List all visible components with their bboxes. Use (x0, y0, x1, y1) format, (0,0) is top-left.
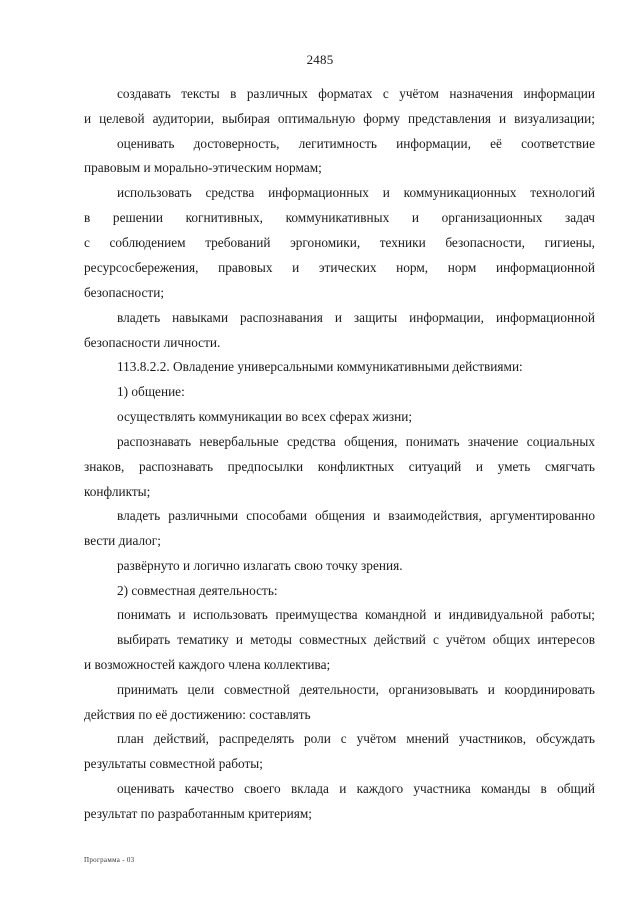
text-line: владеть различными способами общения и взаимодействия, аргументированно (117, 508, 595, 523)
text-line: понимать и использовать преимущества командной и индивидуальной работы; (117, 607, 595, 622)
text-line: владеть навыками распознавания и защиты информации, информационной (117, 310, 595, 325)
text-line: и целевой аудитории, выбирая оптимальную форму представления и визуализации; (84, 111, 595, 126)
text-line: безопасности личности. (84, 335, 221, 350)
text-line: создавать тексты в различных форматах с учётом назначения информации (117, 86, 595, 101)
text-line: план действий, распределять роли с учётом мнений участников, обсуждать (117, 731, 595, 746)
text-line: использовать средства информационных и коммуникационных технологий (117, 185, 595, 200)
text-line: осуществлять коммуникации во всех сферах жизни; (117, 409, 413, 424)
section-heading: 113.8.2.2. Овладение универсальными коммуникативными действиями: (117, 359, 523, 374)
text-line: правовым и морально-этическим нормам; (84, 160, 322, 175)
text-line: результат по разработанным критериям; (84, 806, 312, 821)
text-line: вести диалог; (84, 533, 161, 548)
text-line: и возможностей каждого члена коллектива; (84, 657, 331, 672)
text-line: результаты совместной работы; (84, 756, 263, 771)
text-line: действия по её достижению: составлять (84, 707, 311, 722)
text-line: распознавать невербальные средства общения, понимать значение социальных (117, 434, 595, 449)
text-line: выбирать тематику и методы совместных действий с учётом общих интересов (117, 632, 595, 647)
text-line: безопасности; (84, 285, 165, 300)
text-line: развёрнуто и логично излагать свою точку зрения. (117, 558, 403, 573)
text-line: знаков, распознавать предпосылки конфликтных ситуаций и уметь смягчать (84, 459, 595, 474)
page-number: 2485 (306, 52, 334, 67)
text-line: оценивать качество своего вклада и каждого участника команды в общий (117, 781, 595, 796)
subsection-heading: 2) совместная деятельность: (117, 583, 278, 598)
page-footer: Программа - 03 (84, 856, 135, 864)
text-line: с соблюдением требований эргономики, техники безопасности, гигиены, (84, 235, 595, 250)
subsection-heading: 1) общение: (117, 384, 185, 399)
text-line: оценивать достоверность, легитимность информации, её соответствие (117, 136, 595, 151)
text-line: в решении когнитивных, коммуникативных и организационных задач (84, 210, 595, 225)
text-line: ресурсосбережения, правовых и этических норм, норм информационной (84, 260, 595, 275)
text-line: конфликты; (84, 484, 151, 499)
text-line: принимать цели совместной деятельности, организовывать и координировать (117, 682, 595, 697)
